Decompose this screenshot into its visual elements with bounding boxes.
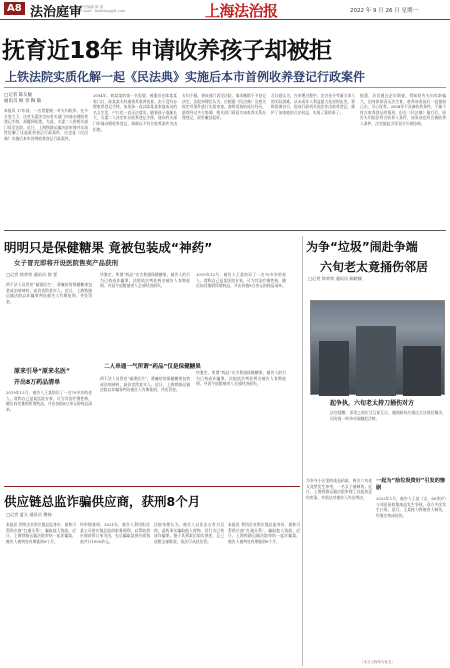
s2-body-6: 经鉴定，所谓“药品”实为普通保健糖果，被告人的行为已构成诈骗罪。法院依法判处两名被告人有期徒刑，并责令退赔被害人全部经济损失。 — [196, 370, 286, 387]
s2-subhead-1: 原来引导“原来名医” — [14, 368, 70, 375]
s3-quote-body: 法官提醒：邻里之间应当互谅互让，遇到纠纷应通过合法途径解决，切勿因一时冲动而触犯法律。 — [330, 410, 446, 421]
divider — [302, 236, 303, 666]
byline-correspondent: 通讯员 顾 青 陶 敏 — [4, 99, 42, 104]
section-title: 法治庭审 — [30, 5, 83, 20]
main-col-3: 夫妇不服，将该部门诉至法院，请求撤销不予登记决定。法院审理后认为，应根据《民法典》及相关规定对案件进行实质审查，查明男孩的成长经历，最终经过多方协调，相关部门同意为该收养关系办理登记，原告撤回起诉。 — [182, 93, 266, 121]
byline-reporter: □记者 陈友敏 — [4, 93, 33, 98]
masthead: 上海法治报 — [205, 2, 278, 20]
s4-body-1: 本报讯 利用企业供应链总监身份，谎称可帮供应商“打通关系”，骗取他人钱款。近日，上海铁路运输法院审结一起诈骗案，被告人被判处有期徒刑8个月。 — [6, 522, 76, 544]
s2-body-5: 2019年12月，被告人王某结识了一名70多岁的老人，谎称自己是某医院专家，可为其治疗慢性病，随后向其推销所谓药品，开出价值8万余元的药品清单。 — [196, 272, 286, 289]
main-col-1: 本报讯 17年前，一名男婴被一对夫妇收养。在多方努力下，这对夫妻决定向有关部门申请办理收养登记手续，却遭到拒绝。为此，夫妻二人将相关部门诉至法院。近日，上海铁路运输法院审理并实质性化解了这起收养登记行政案件，这也是《民法典》实施后本市首例收养登记行政案件。 — [4, 108, 88, 141]
s2-body-2: 2019年12月，被告人王某结识了一名70多岁的老人，谎称自己是某医院专家，可为其治疗慢性病，随后向其推销所谓药品，开出价值8万余元的药品清单。 — [6, 390, 92, 412]
s4-headline: 供应链总监诈骗供应商，获刑8个月 — [4, 494, 201, 509]
news-photo — [310, 300, 445, 395]
s4-body-2: 经审理查明，2021年，被告人利用担任某公司供应链总监的职务便利，以帮助供应商获得订单为由，先后骗取某供应商钱款共计1000余元。 — [80, 522, 150, 544]
s3-body-1: 为争夺小区里的废品拾取，两名六旬老太竟然发生冲突，一名女子被刺伤。近日，上海铁路运输法院审理了这起故意伤害案，并依法对被告人作出判决。 — [306, 478, 372, 500]
s3-headline: 为争“垃圾”闹赴争端 — [306, 240, 418, 254]
s3-quote-title: 起争执，六旬老太持刀捅伤对方 — [330, 400, 415, 407]
s2-body-3: 经鉴定，所谓“药品”实为普通保健糖果，被告人的行为已构成诈骗罪。法院依法判处两名被告人有期徒刑，并责令退赔被害人全部经济损失。 — [100, 272, 190, 289]
s2-body-4: 两不法人员冒充“福建医生”，将廉价的保健糖果包装成治病神药，高价卖给老年人。近日，上海铁路运输法院以诈骗罪判处被告人有期徒刑，并处罚金。 — [100, 376, 190, 393]
divider — [4, 230, 446, 231]
s2-subhead-1b: 开出8万药品清单 — [14, 379, 61, 386]
main-col-4: 合议庭认为，在审理过程中，法官充分考量当事人的实际困难，从未成年人利益最大化原则出发，积极协调各方，促成行政机关依法作出收养登记，维护了该家庭的合法权益，实现了案结事了。 — [271, 93, 355, 115]
s2-body-1: 两不法人员冒充“福建医生”，将廉价的保健糖果包装成治病神药，高价卖给老年人。近日，上海铁路运输法院以诈骗罪判处被告人有期徒刑，并处罚金。 — [6, 282, 92, 304]
page-code: A8 — [4, 2, 25, 15]
s4-body-3: 法院审理认为，被告人以非法占有为目的，虚构事实骗取他人财物，其行为已构成诈骗罪。鉴于其到案后如实供述，且已退赔全部赃款，依法可从轻处罚。 — [154, 522, 224, 544]
main-col-2: 2004年，陈某某的第一名男婴，被遗弃在陈某某家门口，陈某某夫妇遂将其收养抚育。由于没有办理收养登记手续，该男孩一直以陈某某家庭成员的名义生活，户口也一直无法落实。随着孩子逐渐长大，夫妻二人决定补办收养登记手续，遂向有关部门申请办理收养登记，却被以不符合收养条件为由拒绝。 — [93, 93, 177, 132]
s3-subhead-1: 一起为“拾垃圾资好”引发的惨剧 — [376, 478, 446, 491]
editor-meta — [80, 5, 190, 13]
main-col-5: 据悉，法官通过走访调查，得知原告夫妇年龄偏大，因身体原因无法生育，收养该男孩后一直视如己出，尽心抚养。2004年不具备收养条件，不属于符合收养登记的情形，但在《民法典》施行后，原告夫妇依法符合收养人条件，该男孩也符合被收养人条件，法官据此引导双方开展协商。 — [360, 93, 446, 126]
s4-byline: □记者 夏天 通讯员 傅扬 — [6, 512, 52, 517]
s3-subheadline: 六旬老太竟捅伤邻居 — [320, 260, 429, 274]
s2-headline: 明明只是保健糖果 竟被包装成“神药” — [4, 240, 213, 255]
s2-byline: □记者 徐荣荣 通讯员 徐 雯 — [6, 272, 58, 277]
photo-credit: （本文人物均为化名） — [360, 660, 395, 664]
s4-body-4: 本报讯 利用企业供应链总监身份，谎称可帮供应商“打通关系”，骗取他人钱款。近日，上海铁路运输法院审结一起诈骗案，被告人被判处有期徒刑8个月。 — [228, 522, 300, 544]
s3-byline: □记者 徐荣荣 通讯员 顾晓颖 — [308, 276, 363, 281]
email-line: E-mail：fazhiting@ft.com — [80, 9, 126, 13]
main-byline — [4, 93, 41, 105]
section-rule — [4, 486, 300, 487]
s2-subhead-2: 二人串通一气所谓“药品”仅是保健糖果 — [104, 364, 201, 370]
main-subheadline: 上铁法院实质化解一起《民法典》实施后本市首例收养登记行政案件 — [5, 70, 366, 84]
divider — [4, 87, 446, 88]
editor-line: 责任编辑 陈 豪 — [80, 5, 104, 9]
main-headline: 抚育近18年 申请收养孩子却被拒 — [2, 38, 332, 64]
s2-subheadline: 女子冒充即将开设医院售卖产品获刑 — [14, 259, 118, 267]
s3-body-2: 2022年1月，被告人王某（女，60余岁）与邻居因收集废品发生争执，双方多次发生口角。某日，王某持刀将被害人刺伤，经鉴定构成轻伤。 — [376, 496, 446, 518]
issue-date: 2022 年 9 月 26 日 星期一 — [350, 8, 418, 14]
